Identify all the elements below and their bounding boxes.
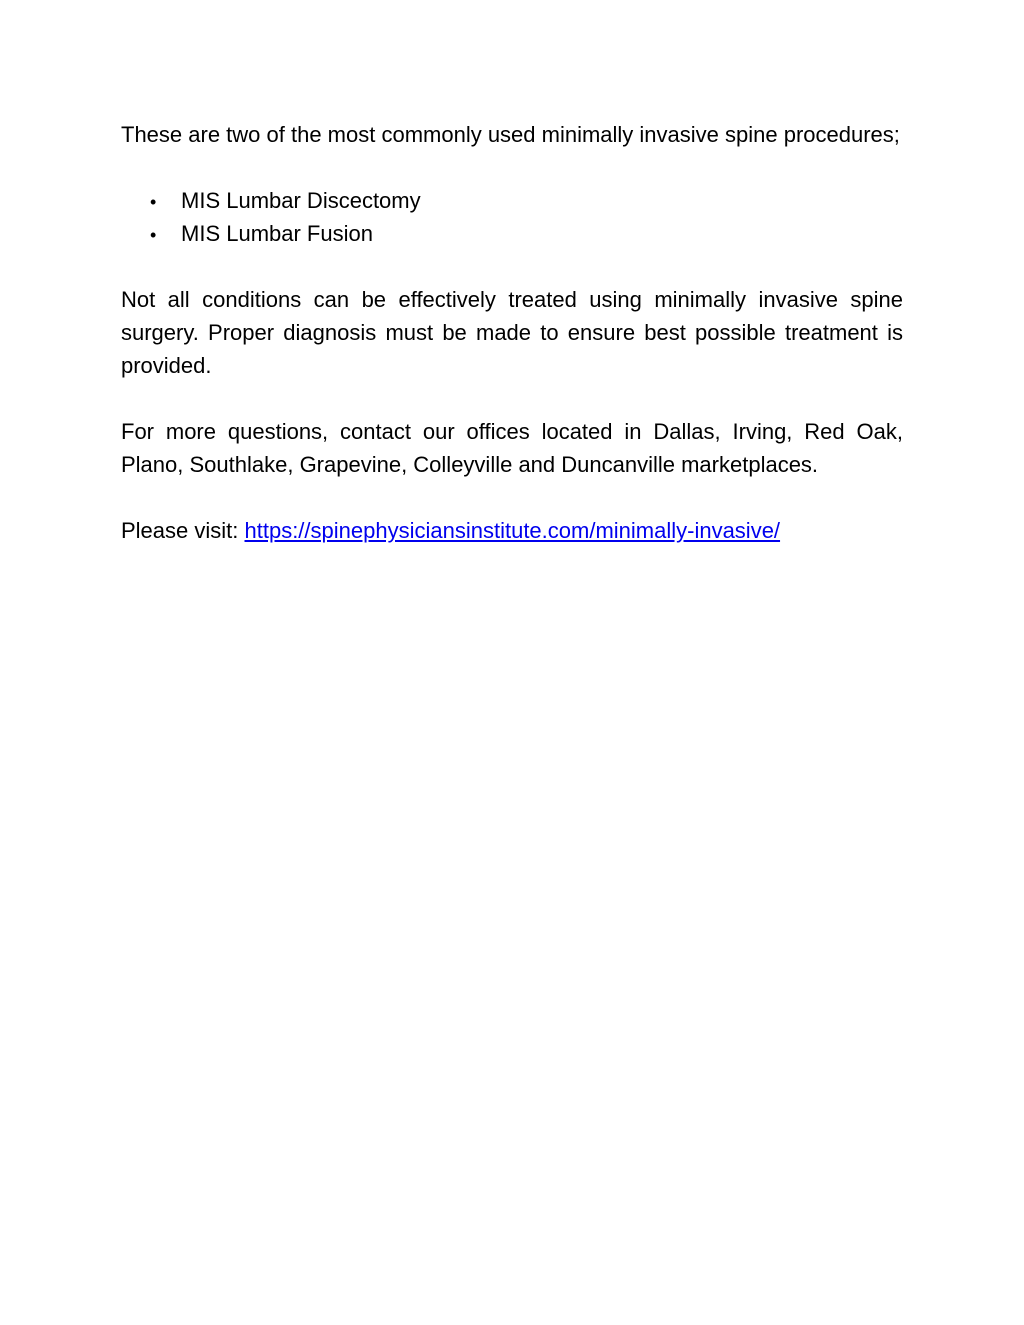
bullet-icon: • [150,192,157,212]
bullet-icon: • [150,225,157,245]
intro-paragraph: These are two of the most commonly used minimally invasive spine procedures; [121,122,900,147]
visit-paragraph [121,514,903,547]
list-item-text: MIS Lumbar Fusion [181,221,373,246]
website-link[interactable]: https://spinephysiciansinstitute.com/minimally-invasive/ [244,518,781,543]
list-item [121,184,903,217]
list-item [121,217,903,250]
list-item-text: MIS Lumbar Discectomy [181,188,421,213]
procedure-list [121,184,903,250]
conditions-paragraph: Not all conditions can be effectively treated using minimally invasive spine surgery. Proper diagnosis must be made to ensure best possible treatment is provided. [121,287,903,378]
document-page [121,118,903,580]
contact-paragraph: For more questions, contact our offices located in Dallas, Irving, Red Oak, Plano, Southlake, Grapevine, Colleyville and Duncanville marketplaces. [121,419,903,477]
visit-label: Please visit: [121,518,245,543]
